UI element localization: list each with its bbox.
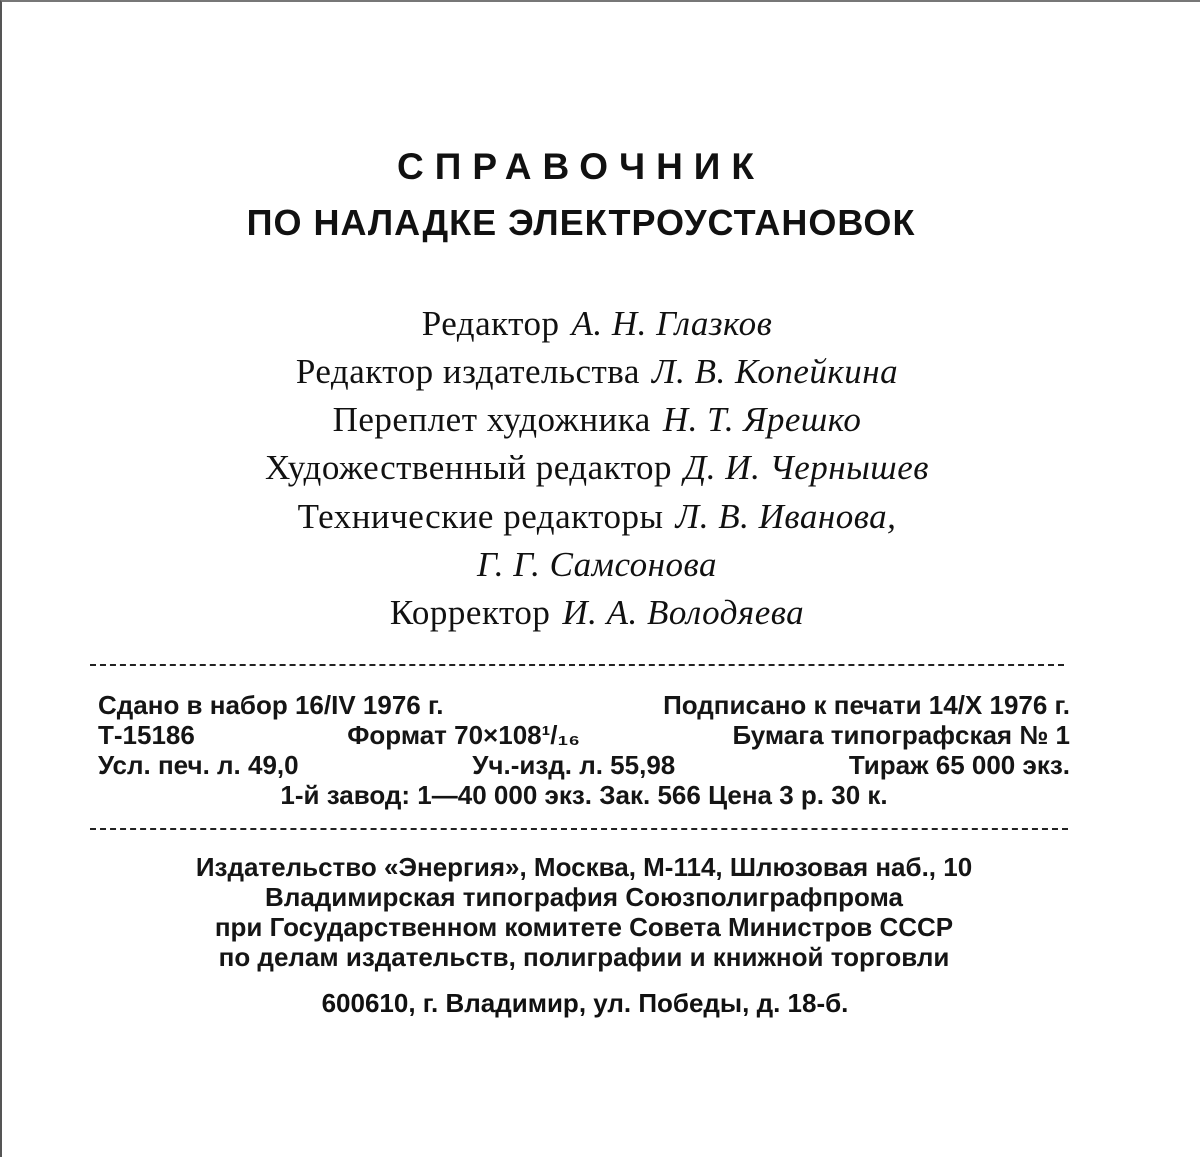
credit-proofreader xyxy=(0,589,1194,637)
imprint-code: Т-15186 xyxy=(98,720,195,750)
publisher-line-2: Владимирская типография Союзполиграфпрома xyxy=(265,882,903,912)
printing-house-address: 600610, г. Владимир, ул. Победы, д. 18-б. xyxy=(321,988,849,1018)
imprint-paper: Бумага типографская № 1 xyxy=(732,720,1070,750)
credit-person: А. Н. Глазков xyxy=(571,304,773,343)
divider-rule-top xyxy=(90,664,1064,666)
imprint-print-date: Подписано к печати 14/X 1976 г. xyxy=(663,690,1070,720)
publisher-line-4: по делам издательств, полиграфии и книжной торговли xyxy=(218,942,950,972)
credit-art-editor xyxy=(0,444,1194,492)
credit-person: Л. В. Иванова, xyxy=(675,497,897,536)
imprint-typeset-date: Сдано в набор 16/IV 1976 г. xyxy=(98,690,444,720)
publisher-block xyxy=(98,852,1070,972)
credit-binding-artist xyxy=(0,396,1194,444)
divider-rule-bottom xyxy=(90,828,1068,830)
imprint-line-3 xyxy=(98,750,1070,780)
credit-person: Г. Г. Самсонова xyxy=(477,545,717,584)
title-line-2: ПО НАЛАДКЕ ЭЛЕКТРОУСТАНОВОК xyxy=(246,202,916,243)
publisher-line-1: Издательство «Энергия», Москва, М-114, Шлюзовая наб., 10 xyxy=(195,852,973,882)
credit-role: Технические редакторы xyxy=(297,497,664,536)
imprint-publisher-sheets: Уч.-изд. л. 55,98 xyxy=(472,750,676,780)
credit-role: Художественный редактор xyxy=(265,448,673,487)
credit-role: Корректор xyxy=(389,593,551,632)
credit-publishing-editor xyxy=(0,348,1194,396)
publisher-line-3: при Государственном комитете Совета Министров СССР xyxy=(214,912,954,942)
credit-editor xyxy=(0,300,1194,348)
imprint-block xyxy=(98,690,1070,810)
imprint-line-2 xyxy=(98,720,1070,750)
title-line-1: СПРАВОЧНИК xyxy=(397,146,765,187)
credit-technical-editor-2 xyxy=(0,541,1194,589)
credit-person: Д. И. Чернышев xyxy=(684,448,929,487)
credit-person: Л. В. Копейкина xyxy=(651,352,899,391)
credit-role: Редактор издательства xyxy=(295,352,640,391)
imprint-format: Формат 70×108¹/₁₆ xyxy=(347,720,581,750)
credit-person: И. А. Володяева xyxy=(562,593,805,632)
imprint-print-sheets: Усл. печ. л. 49,0 xyxy=(98,750,299,780)
credit-role: Редактор xyxy=(421,304,560,343)
imprint-print-run: Тираж 65 000 экз. xyxy=(848,750,1070,780)
credit-technical-editors xyxy=(0,493,1194,541)
credit-person: Н. Т. Ярешко xyxy=(662,400,862,439)
imprint-line-4: 1-й завод: 1—40 000 экз. Зак. 566 Цена 3 р. 30 к. xyxy=(280,780,888,810)
imprint-line-1 xyxy=(98,690,1070,720)
credit-role: Переплет художника xyxy=(332,400,651,439)
